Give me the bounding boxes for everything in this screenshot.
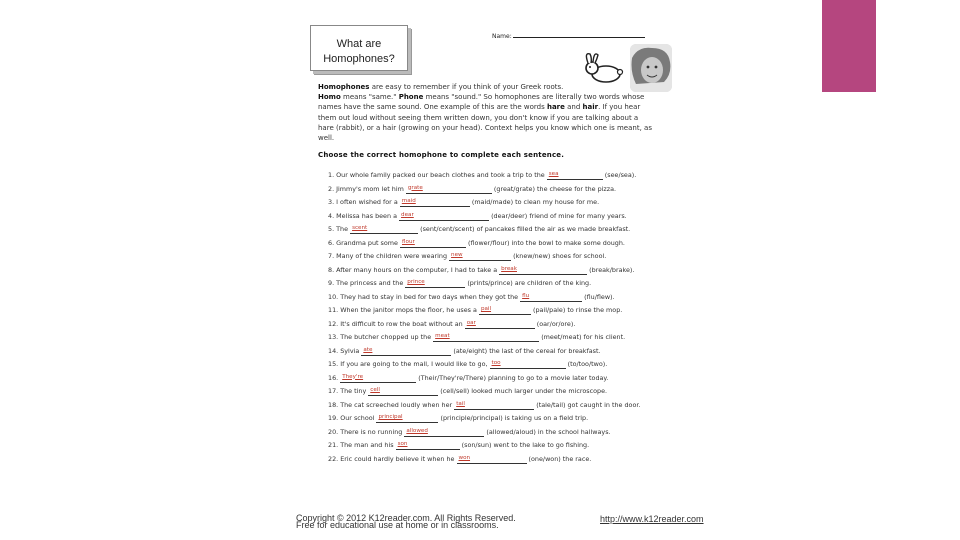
answer-blank[interactable]	[376, 414, 438, 423]
sentence-text-before: Our school	[340, 414, 377, 422]
answer-text: too	[491, 360, 501, 366]
sentence-text-before: They had to stay in bed for two days when they got the	[340, 292, 521, 301]
website-link[interactable]: http://www.k12reader.com	[600, 514, 704, 524]
sentence-text-before: The butcher chopped up the	[340, 333, 434, 341]
sentence-item	[328, 265, 634, 275]
instructions: Choose the correct homophone to complete each sentence.	[318, 151, 565, 159]
sentence-item	[328, 224, 630, 234]
sentence-number: 2.	[328, 184, 337, 193]
name-field	[492, 31, 645, 40]
sentence-text-after: (prints/prince) are children of the king.	[465, 279, 592, 287]
sentence-number: 4.	[328, 211, 337, 220]
answer-text: scent	[352, 225, 368, 231]
sentence-item	[328, 454, 591, 464]
sentence-text-after: (great/grate) the cheese for the pizza.	[491, 184, 617, 193]
sentence-text-before: Sylvia	[340, 346, 362, 355]
sentence-item	[328, 427, 611, 437]
sentence-text-after: (cell/sell) looked much larger under the microscope.	[438, 387, 608, 395]
sentence-text-before: There is no running	[340, 427, 405, 436]
sentence-text-after: (allowed/aloud) in the school hallways.	[484, 427, 611, 436]
answer-text: allowed	[406, 427, 428, 434]
answer-blank[interactable]	[396, 441, 460, 450]
sentence-text-after: (dear/deer) friend of mine for many years.	[489, 211, 627, 220]
answer-text: ate	[363, 346, 373, 353]
answer-blank[interactable]	[465, 320, 535, 329]
answer-blank[interactable]	[400, 239, 466, 248]
answer-text: cell	[370, 387, 380, 393]
sentence-text-before: When the janitor mops the floor, he uses a	[340, 306, 479, 314]
sentence-text-after: (flower/flour) into the bowl to make some dough.	[466, 238, 625, 247]
answer-text: flour	[402, 238, 415, 245]
sentence-text-before: Grandma put some	[336, 238, 400, 247]
answer-text: meat	[435, 333, 450, 339]
sentence-item	[328, 332, 625, 342]
sentence-number: 22.	[328, 454, 341, 463]
sentence-text-before: The princess and the	[336, 279, 406, 287]
answer-blank[interactable]	[547, 171, 603, 180]
sentence-number: 1.	[328, 171, 337, 179]
sentence-number: 8.	[328, 265, 337, 274]
sentence-number: 21.	[328, 441, 341, 449]
sentence-item	[328, 197, 599, 207]
sentence-text-before: The	[336, 225, 351, 233]
answer-text: principal	[378, 414, 403, 420]
sentence-item	[328, 440, 589, 450]
sentence-text-before: Melissa has been a	[336, 211, 400, 220]
sentence-number: 11.	[328, 306, 341, 314]
answer-blank[interactable]	[449, 252, 511, 261]
sentence-text-after: (pail/pale) to rinse the mop.	[530, 306, 623, 314]
answer-blank[interactable]	[406, 185, 492, 194]
answer-text: maid	[401, 198, 416, 204]
sentence-item	[328, 346, 601, 356]
sentence-text-after: (tale/tail) got caught in the door.	[534, 400, 641, 409]
sentence-item	[328, 238, 625, 248]
sentence-text-after: (son/sun) went to the lake to go fishing.	[459, 441, 590, 449]
answer-text: They're	[342, 373, 364, 380]
sentence-number: 12.	[328, 319, 341, 328]
answer-blank[interactable]	[454, 401, 534, 410]
answer-blank[interactable]	[499, 266, 587, 275]
sentence-item	[328, 400, 640, 410]
sentence-text-before: The man and his	[340, 441, 396, 449]
answer-blank[interactable]	[405, 279, 465, 288]
sentence-text-after: (sent/cent/scent) of pancakes filled the air as we made breakfast.	[418, 225, 631, 233]
name-line	[513, 31, 645, 38]
answer-blank[interactable]	[361, 347, 451, 356]
sentence-text-before: I often wished for a	[336, 198, 400, 206]
sentence-item	[328, 373, 608, 383]
sentence-text-before: The tiny	[340, 387, 369, 395]
sentence-text-after: (oar/or/ore).	[534, 319, 576, 328]
answer-blank[interactable]	[340, 374, 416, 383]
sentence-item	[328, 292, 615, 302]
sentence-number: 16.	[328, 373, 341, 382]
sentence-item	[328, 278, 591, 288]
rabbit-icon	[578, 50, 628, 84]
copyright-notice: Copyright © 2012 K12reader.com. All Rights Reserved. Free for educational use at home or in classrooms.	[296, 513, 516, 530]
sentence-text-before: The cat screeched loudly when her	[340, 400, 455, 409]
sentence-item	[328, 319, 575, 329]
page-title: What are Homophones?	[323, 38, 395, 65]
sentence-item	[328, 251, 606, 261]
sentence-text-before: If you are going to the mall, I would like to go,	[340, 360, 490, 368]
sentence-number: 19.	[328, 414, 341, 422]
answer-text: grate	[407, 184, 423, 191]
sentence-text-after: (principle/principal) is taking us on a field trip.	[438, 414, 589, 422]
sentence-number: 17.	[328, 387, 341, 395]
answer-text: new	[451, 252, 463, 258]
sentence-number: 18.	[328, 400, 341, 409]
answer-blank[interactable]	[490, 360, 566, 369]
accent-bar	[822, 0, 876, 92]
sentence-text-before: It's difficult to row the boat without an	[340, 319, 465, 328]
sentence-item	[328, 170, 636, 180]
sentence-text-before: After many hours on the computer, I had to take a	[336, 265, 500, 274]
sentence-text-before: Eric could hardly believe it when he	[340, 454, 457, 463]
answer-text: break	[501, 265, 517, 272]
answer-text: won	[458, 454, 471, 461]
title-box	[310, 25, 408, 71]
sentence-text-after: (knew/new) shoes for school.	[511, 252, 607, 260]
sentence-number: 5.	[328, 225, 337, 233]
answer-text: tail	[456, 400, 465, 407]
answer-text: flu	[522, 292, 530, 299]
sentence-text-before: Jimmy's mom let him	[336, 184, 406, 193]
sentence-number: 7.	[328, 252, 337, 260]
sentence-text-after: (maid/made) to clean my house for me.	[469, 198, 600, 206]
answer-blank[interactable]	[520, 293, 582, 302]
answer-blank[interactable]	[399, 212, 489, 221]
sentence-number: 20.	[328, 427, 341, 436]
answer-text: oar	[466, 319, 476, 326]
answer-blank[interactable]	[350, 225, 418, 234]
sentence-text-after: (to/too/two).	[565, 360, 608, 368]
sentence-number: 13.	[328, 333, 341, 341]
name-label: Name:	[492, 33, 512, 40]
answer-text: son	[397, 441, 408, 447]
answer-text: prince	[407, 279, 425, 285]
answer-text: pail	[480, 306, 492, 312]
answer-blank[interactable]	[433, 333, 539, 342]
sentence-number: 15.	[328, 360, 341, 368]
sentence-number: 6.	[328, 238, 337, 247]
sentence-text-after: (break/brake).	[587, 265, 635, 274]
sentence-text-after: (see/sea).	[602, 171, 637, 179]
sentence-item	[328, 359, 607, 369]
answer-text: dear	[401, 211, 414, 218]
sentence-number: 14.	[328, 346, 341, 355]
answer-blank[interactable]	[368, 387, 438, 396]
sentence-number: 3.	[328, 198, 337, 206]
sentence-number: 10.	[328, 292, 341, 301]
sentence-item	[328, 184, 616, 194]
sentence-text-before: Our whole family packed our beach clothes and took a trip to the	[336, 171, 547, 179]
sentence-number: 9.	[328, 279, 337, 287]
sentence-item	[328, 413, 588, 423]
sentence-text-before: Many of the children were wearing	[336, 252, 450, 260]
answer-blank[interactable]	[479, 306, 531, 315]
sentence-text-after: (flu/flew).	[582, 292, 615, 301]
answer-blank[interactable]	[404, 428, 484, 437]
sentence-text-after: (meet/meat) for his client.	[539, 333, 626, 341]
intro-paragraph: Homophones are easy to remember if you think of your Greek roots. Homo means "same." Phone means "sound." So homophones are literally two words whose names have the same sound. One example of this are the words hare and hair. If you hear them out loud without seeing them written down, you don't know if you are talking about a hare (rabbit), or a hair (growing on your head). Context helps you know which one is meant, as well.	[318, 83, 652, 143]
sentence-text-after: (Their/They're/There) planning to go to a movie later today.	[416, 373, 609, 382]
sentence-item	[328, 211, 627, 221]
answer-text: sea	[548, 171, 559, 177]
answer-blank[interactable]	[400, 198, 470, 207]
sentence-item	[328, 305, 622, 315]
sentence-item	[328, 386, 607, 396]
sentence-text-after: (ate/eight) the last of the cereal for breakfast.	[451, 346, 601, 355]
answer-blank[interactable]	[457, 455, 527, 464]
sentence-text-after: (one/won) the race.	[526, 454, 592, 463]
